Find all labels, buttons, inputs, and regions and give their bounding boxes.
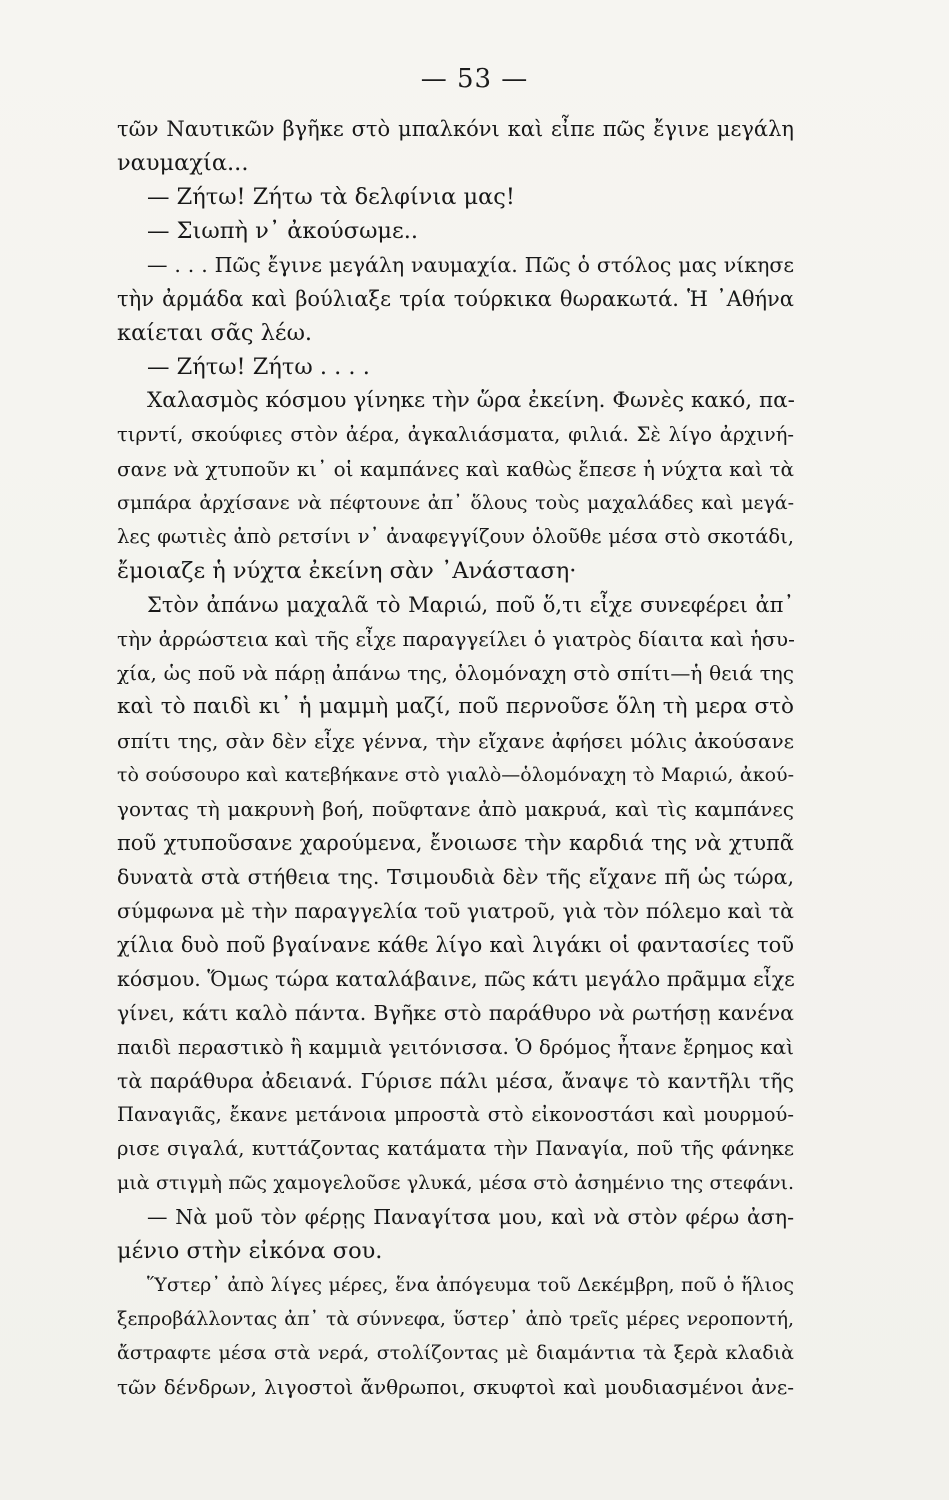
text-line: παιδὶ περαστικὸ ἢ καμμιὰ γειτόνισσα. Ὁ δρόμος ἦτανε ἔρημος καὶ — [117, 1035, 794, 1059]
body-text — [117, 112, 794, 1404]
text-line: — Ζήτω! Ζήτω τὰ δελφίνια μας! — [147, 184, 515, 210]
text-line: σμπάρα ἀρχίσανε νὰ πέφτουνε ἀπ᾿ ὅλους τοὺς μαχαλάδες καὶ μεγά- — [117, 492, 794, 514]
text-line: μένιο στὴν εἰκόνα σου. — [117, 1238, 383, 1264]
text-line: ξεπροβάλλοντας ἀπ᾿ τὰ σύννεφα, ὕστερ᾿ ἀπὸ τρεῖς μέρες νεροποντή, — [117, 1308, 794, 1330]
text-line: σανε νὰ χτυποῦν κι᾿ οἱ καμπάνες καὶ καθὼς ἔπεσε ἡ νύχτα καὶ τὰ — [117, 457, 794, 481]
text-line: ἔμοιαζε ἡ νύχτα ἐκείνη σὰν ᾿Ανάσταση· — [117, 558, 577, 584]
text-line: τὰ παράθυρα ἀδειανά. Γύρισε πάλι μέσα, ἄναψε τὸ καντῆλι τῆς — [117, 1069, 794, 1093]
text-line: μιὰ στιγμὴ πῶς χαμογελοῦσε γλυκά, μέσα στὸ ἀσημένιο της στεφάνι. — [117, 1172, 794, 1194]
text-line: σπίτι της, σὰν δὲν εἶχε γέννα, τὴν εἴχανε ἀφήσει μόλις ἀκούσανε — [117, 729, 794, 753]
text-line: — Ζήτω! Ζήτω . . . . — [147, 354, 370, 380]
text-line: Χαλασμὸς κόσμου γίνηκε τὴν ὥρα ἐκείνη. Φωνὲς κακό, πα- — [147, 388, 795, 413]
text-line: χία, ὡς ποῦ νὰ πάρῃ ἀπάνω της, ὁλομόναχη στὸ σπίτι—ἡ θειά της — [117, 661, 794, 685]
text-line: ποῦ χτυποῦσανε χαρούμενα, ἔνοιωσε τὴν καρδιά της νὰ χτυπᾶ — [117, 831, 794, 855]
text-line: τιρντί, σκούφιες στὸν ἀέρα, ἀγκαλιάσματα, φιλιά. Σὲ λίγο ἀρχινή- — [117, 423, 794, 446]
page-number: — 53 — — [420, 64, 529, 94]
text-line: Ὕστερ᾿ ἀπὸ λίγες μέρες, ἕνα ἀπόγευμα τοῦ Δεκέμβρη, ποῦ ὁ ἥλιος — [147, 1274, 794, 1296]
text-line: γίνει, κάτι καλὸ πάντα. Βγῆκε στὸ παράθυρο νὰ ρωτήσῃ κανένα — [117, 1001, 794, 1025]
text-line: ναυμαχία... — [117, 150, 249, 176]
text-line: δυνατὰ στὰ στήθεια της. Τσιμουδιὰ δὲν τῆς εἴχανε πῆ ὡς τώρα, — [117, 865, 794, 889]
text-line: τὴν ἀρρώστεια καὶ τῆς εἶχε παραγγείλει ὁ γιατρὸς δίαιτα καὶ ἡσυ- — [117, 627, 795, 651]
text-line: λες φωτιὲς ἀπὸ ρετσίνι ν᾿ ἀναφεγγίζουν ὁλοῦθε μέσα στὸ σκοτάδι, — [117, 525, 794, 548]
text-line: Παναγιᾶς, ἔκανε μετάνοια μπροστὰ στὸ εἰκονοστάσι καὶ μουρμού- — [117, 1103, 794, 1126]
text-line: ρισε σιγαλά, κυττάζοντας κατάματα τὴν Παναγία, ποῦ τῆς φάνηκε — [117, 1137, 794, 1160]
text-line: τῶν Ναυτικῶν βγῆκε στὸ μπαλκόνι καὶ εἶπε πῶς ἔγινε μεγάλη — [117, 117, 794, 141]
text-line: τὴν ἀρμάδα καὶ βούλιαξε τρία τούρκικα θωρακωτά. Ἡ ᾿Αθήνα — [117, 287, 794, 311]
text-line: σύμφωνα μὲ τὴν παραγγελία τοῦ γιατροῦ, γιὰ τὸν πόλεμο καὶ τὰ — [117, 899, 794, 923]
text-line: τῶν δένδρων, λιγοστοὶ ἄνθρωποι, σκυφτοὶ καὶ μουδιασμένοι ἀνε- — [117, 1375, 794, 1399]
text-line: — Νὰ μοῦ τὸν φέρῃς Παναγίτσα μου, καὶ νὰ στὸν φέρω ἀση- — [147, 1205, 794, 1229]
text-line: καίεται σᾶς λέω. — [117, 320, 313, 346]
text-line: κόσμου. Ὅμως τώρα καταλάβαινε, πῶς κάτι μεγάλο πρᾶμμα εἶχε — [117, 967, 795, 991]
text-line: καὶ τὸ παιδὶ κι᾿ ἡ μαμμὴ μαζί, ποῦ περνοῦσε ὅλη τὴ μερα στὸ — [117, 694, 794, 719]
text-line: — . . . Πῶς ἔγινε μεγάλη ναυμαχία. Πῶς ὁ στόλος μας νίκησε — [147, 253, 794, 277]
text-line: — Σιωπὴ ν᾿ ἀκούσωμε.. — [147, 218, 418, 244]
text-line: Στὸν ἀπάνω μαχαλᾶ τὸ Μαριώ, ποῦ ὅ,τι εἶχε συνεφέρει ἀπ᾿ — [147, 593, 794, 617]
text-line: χίλια δυὸ ποῦ βγαίνανε κάθε λίγο καὶ λιγάκι οἱ φαντασίες τοῦ — [117, 933, 794, 957]
text-line: τὸ σούσουρο καὶ κατεβήκανε στὸ γιαλὸ—ὁλομόναχη τὸ Μαριώ, ἀκού- — [117, 764, 794, 786]
text-line: ἄστραφτε μέσα στὰ νερά, στολίζοντας μὲ διαμάντια τὰ ξερὰ κλαδιὰ — [117, 1342, 794, 1364]
text-line: γοντας τὴ μακρυνὴ βοή, ποῦφτανε ἀπὸ μακρυά, καὶ τὶς καμπάνες — [117, 797, 794, 821]
